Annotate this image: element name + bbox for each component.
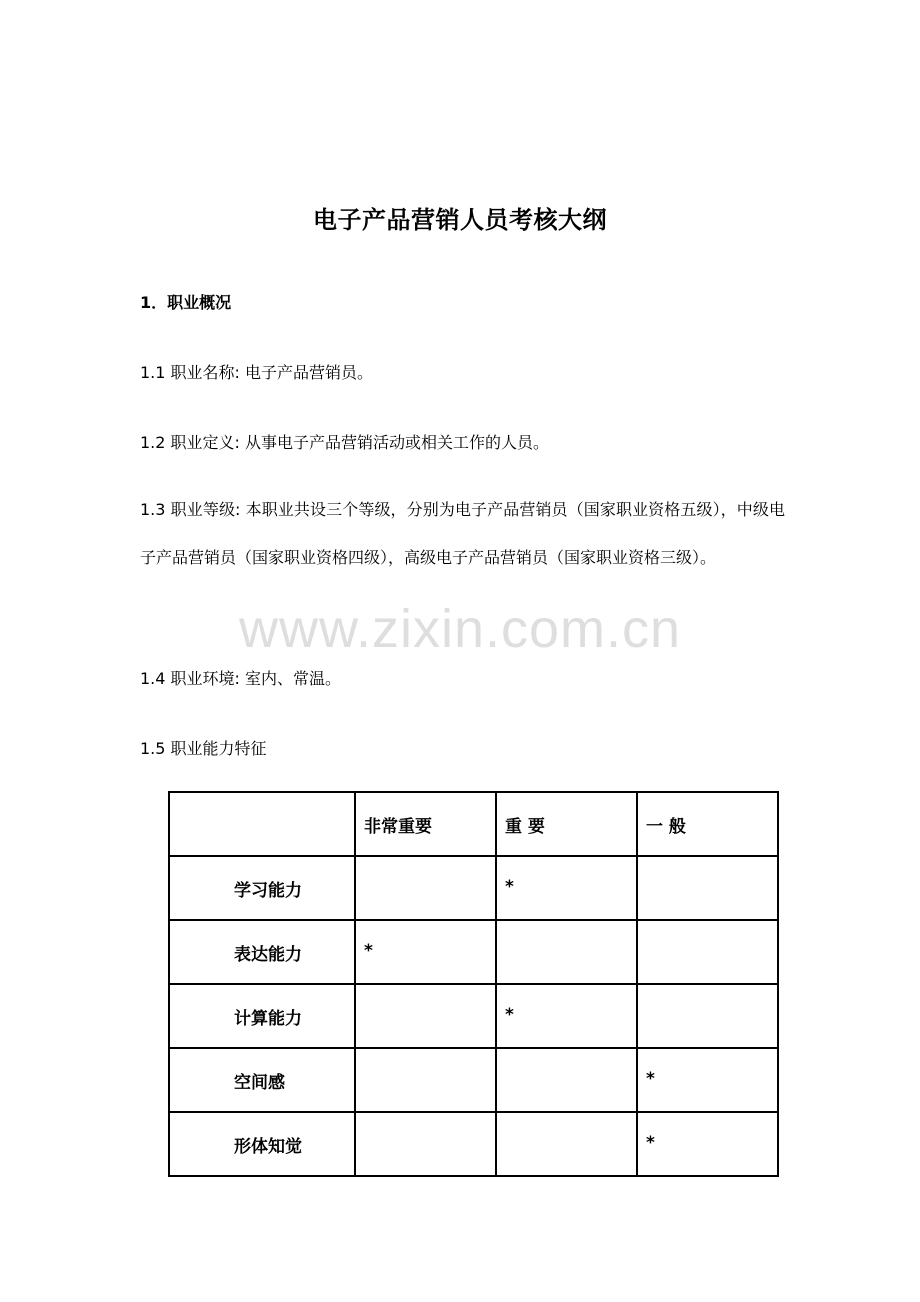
item-occupation-level: 1.3 职业等级: 本职业共设三个等级，分别为电子产品营销员（国家职业资格五级），中级电子产品营销员（国家职业资格四级），高级电子产品营销员（国家职业资格三级）。 (140, 500, 785, 567)
table-cell: * (496, 984, 637, 1048)
watermark: www.zixin.com.cn (238, 599, 682, 659)
item-occupation-definition: 1.2 职业定义: 从事电子产品营销活动或相关工作的人员。 (140, 433, 550, 452)
table-row (169, 920, 778, 984)
table-cell (637, 984, 778, 1048)
table-header-cell: 一 般 (637, 792, 778, 856)
table-row (169, 1112, 778, 1176)
table-cell: * (355, 920, 496, 984)
row-label: 计算能力 (169, 984, 355, 1048)
table-cell (355, 1048, 496, 1112)
row-label: 学习能力 (169, 856, 355, 920)
ability-table (168, 791, 779, 1177)
section-heading-occupation-overview: 1．职业概况 (140, 293, 232, 312)
table-cell (496, 920, 637, 984)
table-cell (355, 856, 496, 920)
table-cell (637, 920, 778, 984)
table-header-cell: 重 要 (496, 792, 637, 856)
item-ability-characteristics: 1.5 职业能力特征 (140, 739, 267, 758)
table-cell: * (637, 1112, 778, 1176)
table-cell (355, 1112, 496, 1176)
table-cell (355, 984, 496, 1048)
table-cell: * (496, 856, 637, 920)
item-occupation-name: 1.1 职业名称: 电子产品营销员。 (140, 363, 374, 382)
table-header-cell: 非常重要 (355, 792, 496, 856)
table-row (169, 1048, 778, 1112)
row-label: 形体知觉 (169, 1112, 355, 1176)
table-cell (496, 1112, 637, 1176)
table-header-row (169, 792, 778, 856)
item-occupation-environment: 1.4 职业环境: 室内、常温。 (140, 669, 342, 688)
document-title: 电子产品营销人员考核大纲 (313, 206, 607, 234)
table-header-cell (169, 792, 355, 856)
table-row (169, 984, 778, 1048)
table-row (169, 856, 778, 920)
table-cell (496, 1048, 637, 1112)
table-cell (637, 856, 778, 920)
row-label: 空间感 (169, 1048, 355, 1112)
table-cell: * (637, 1048, 778, 1112)
row-label: 表达能力 (169, 920, 355, 984)
